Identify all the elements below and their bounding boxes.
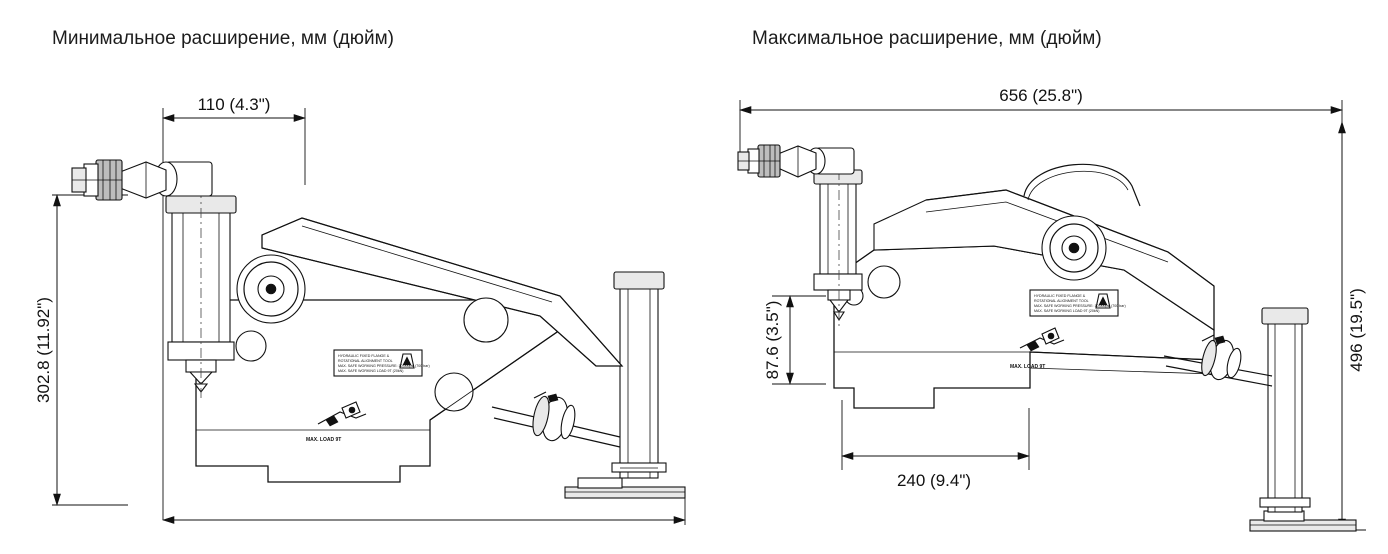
shaft-clamp-assembly	[492, 392, 620, 447]
dimension-label-87-6: 87.6 (3.5")	[763, 300, 782, 380]
nameplate-line4: MAX. SAFE WORKING LOAD 9T (20kN)	[338, 369, 404, 373]
drawing-maximum-extension	[694, 0, 1388, 554]
top-swivel-head	[72, 160, 212, 200]
right-post	[1260, 308, 1310, 512]
machine-assembly-maximum	[738, 145, 1356, 531]
dimension-label-302-8: 302.8 (11.92")	[34, 297, 53, 403]
panel-title-minimum: Минимальное расширение, мм (дюйм)	[52, 28, 394, 49]
nameplate-line4: MAX. SAFE WORKING LOAD 9T (20kN)	[1034, 309, 1100, 313]
nameplate-line1: HYDRAULIC FIXED FLANGE &	[338, 354, 390, 358]
nameplate-line1: HYDRAULIC FIXED FLANGE &	[1034, 294, 1086, 298]
dimension-label-240: 240 (9.4")	[896, 471, 972, 490]
dimension-vertical-right	[1294, 122, 1366, 530]
panel-title-maximum: Максимальное расширение, мм (дюйм)	[752, 28, 1102, 49]
dimension-horizontal-bottom	[842, 400, 1029, 490]
dimension-vertical-left	[763, 296, 826, 384]
dimension-vertical-height	[34, 195, 128, 505]
nameplate-load-label: MAX. LOAD 9T	[1010, 364, 1046, 370]
dimension-label-496: 496 (19.5")	[1347, 288, 1366, 372]
nameplate-line2: ROTATIONAL ALIGNMENT TOOL	[1034, 299, 1089, 303]
nameplate-line3: MAX. SAFE WORKING PRESSURE: 10,000psi (700 bar)	[1034, 304, 1126, 308]
nameplate-line3: MAX. SAFE WORKING PRESSURE: 10,000psi (700 bar)	[338, 364, 430, 368]
nameplate-load-label: MAX. LOAD 9T	[306, 437, 342, 443]
nameplate-line2: ROTATIONAL ALIGNMENT TOOL	[338, 359, 393, 363]
main-arm-casting	[834, 164, 1214, 408]
right-post	[612, 272, 666, 478]
baseline-dimension	[163, 497, 685, 525]
panel-maximum-extension	[694, 0, 1388, 554]
dimension-label-656: 656 (25.8")	[999, 86, 1083, 105]
dimension-label-110: 110 (4.3")	[197, 95, 271, 114]
base-plate	[565, 478, 685, 498]
machine-assembly-minimum	[72, 160, 685, 498]
base-plate	[1250, 511, 1356, 531]
top-swivel-head	[738, 145, 854, 177]
